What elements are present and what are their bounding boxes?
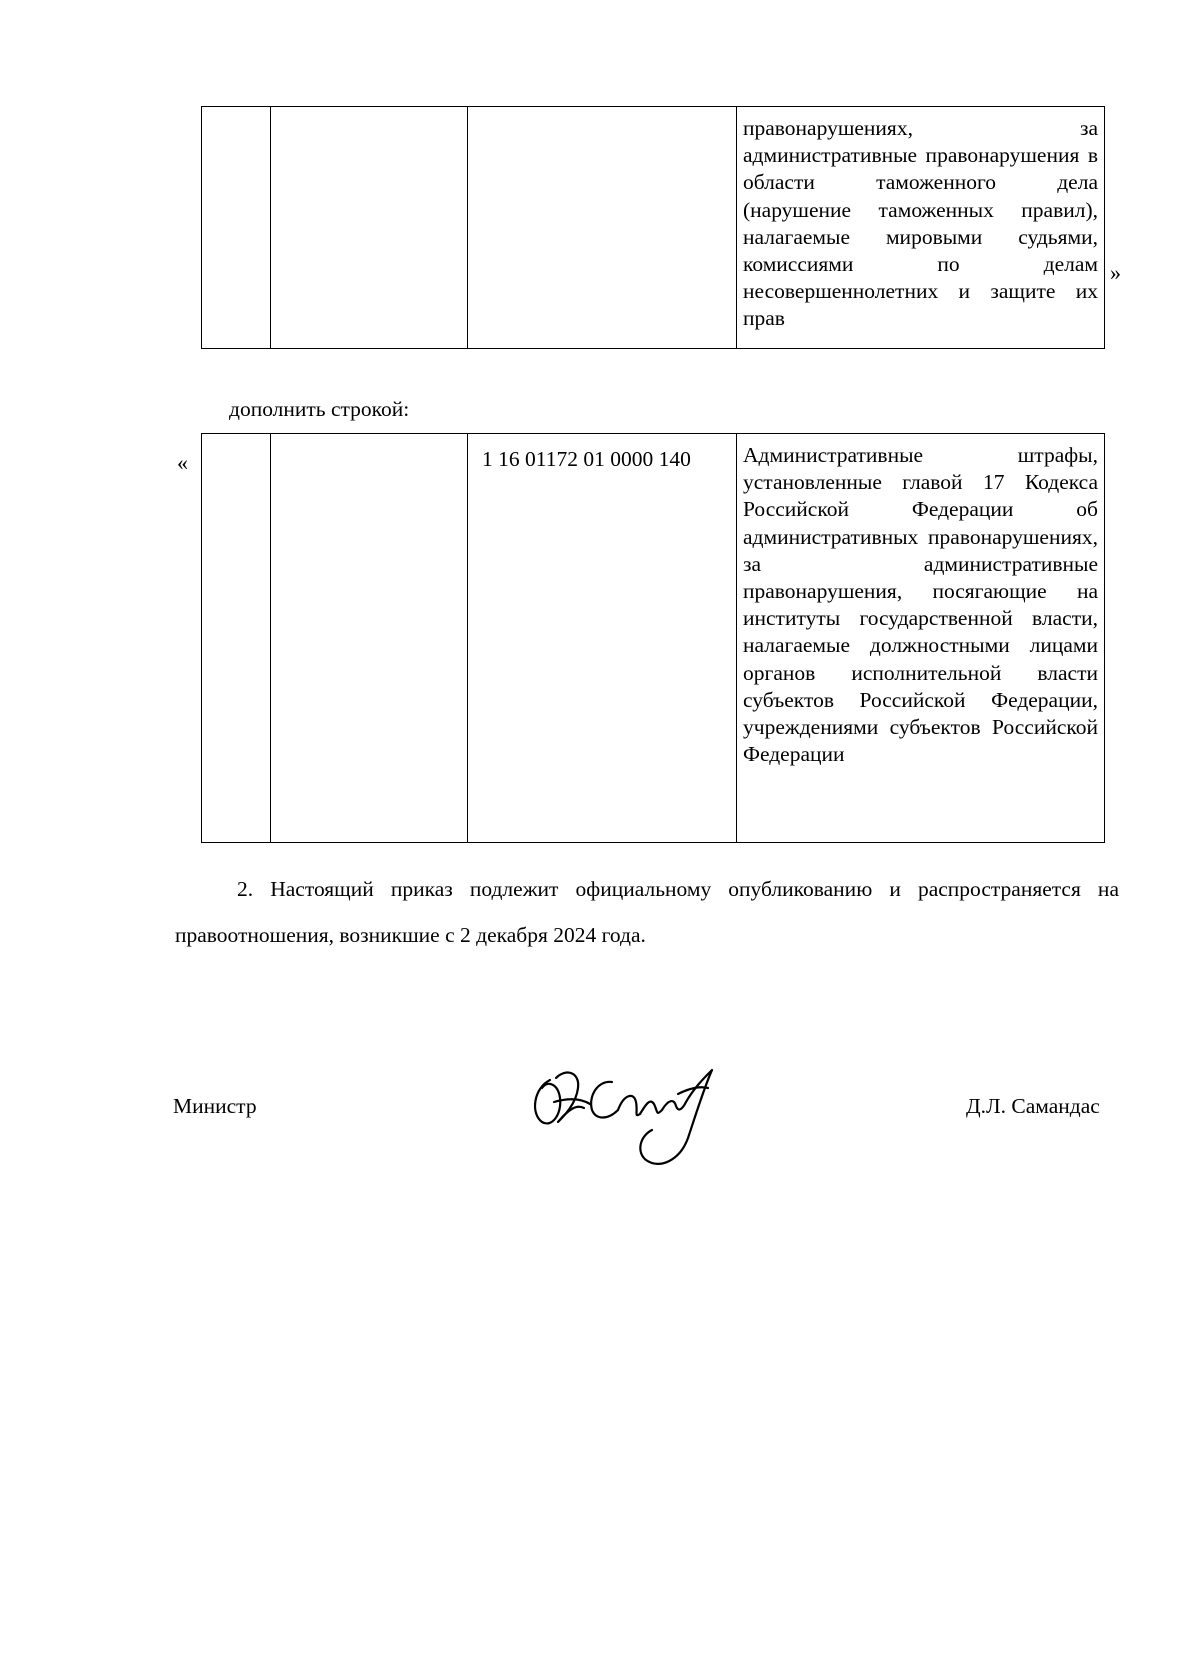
table-cell-empty <box>202 107 271 349</box>
description-text: Административные штрафы, установленные главой 17 Кодекса Российской Федерации об административных правонарушениях, за административные правонарушения, посягающие на институты государственной власти, налагаемые должностными лицами органов исполнительной власти субъектов Российской Федерации, учреждениями субъектов Российской Федерации <box>743 443 1098 767</box>
table-cell-empty <box>202 434 271 843</box>
paragraph-2 <box>175 866 1119 958</box>
table-cell-empty <box>468 107 737 349</box>
table-cell-description <box>737 107 1105 349</box>
table-cell-empty <box>271 434 468 843</box>
table-new-row <box>201 433 1105 843</box>
table-cell-code <box>468 434 737 843</box>
paragraph-text: 2. Настоящий приказ подлежит официальному опубликованию и распространяется на правоотношения, возникшие с 2 декабря 2024 года. <box>175 877 1119 947</box>
table-row <box>202 434 1105 843</box>
instruction-text: дополнить строкой: <box>229 397 410 421</box>
table-continuation <box>201 106 1105 349</box>
signer-position: Министр <box>173 1094 257 1118</box>
description-text: правонарушениях, за административные правонарушения в области таможенного дела (нарушение таможенных правил), налагаемые мировыми судьями, комиссиями по делам несовершеннолетних и защите их прав <box>743 116 1098 331</box>
table-cell-empty <box>271 107 468 349</box>
table-cell-description <box>737 434 1105 843</box>
budget-code: 1 16 01172 01 0000 140 <box>482 447 691 471</box>
signer-name: Д.Л. Самандас <box>966 1094 1100 1118</box>
closing-quote: » <box>1110 260 1121 285</box>
opening-quote: « <box>177 450 188 475</box>
table-row <box>202 107 1105 349</box>
signature-image <box>528 1058 728 1173</box>
